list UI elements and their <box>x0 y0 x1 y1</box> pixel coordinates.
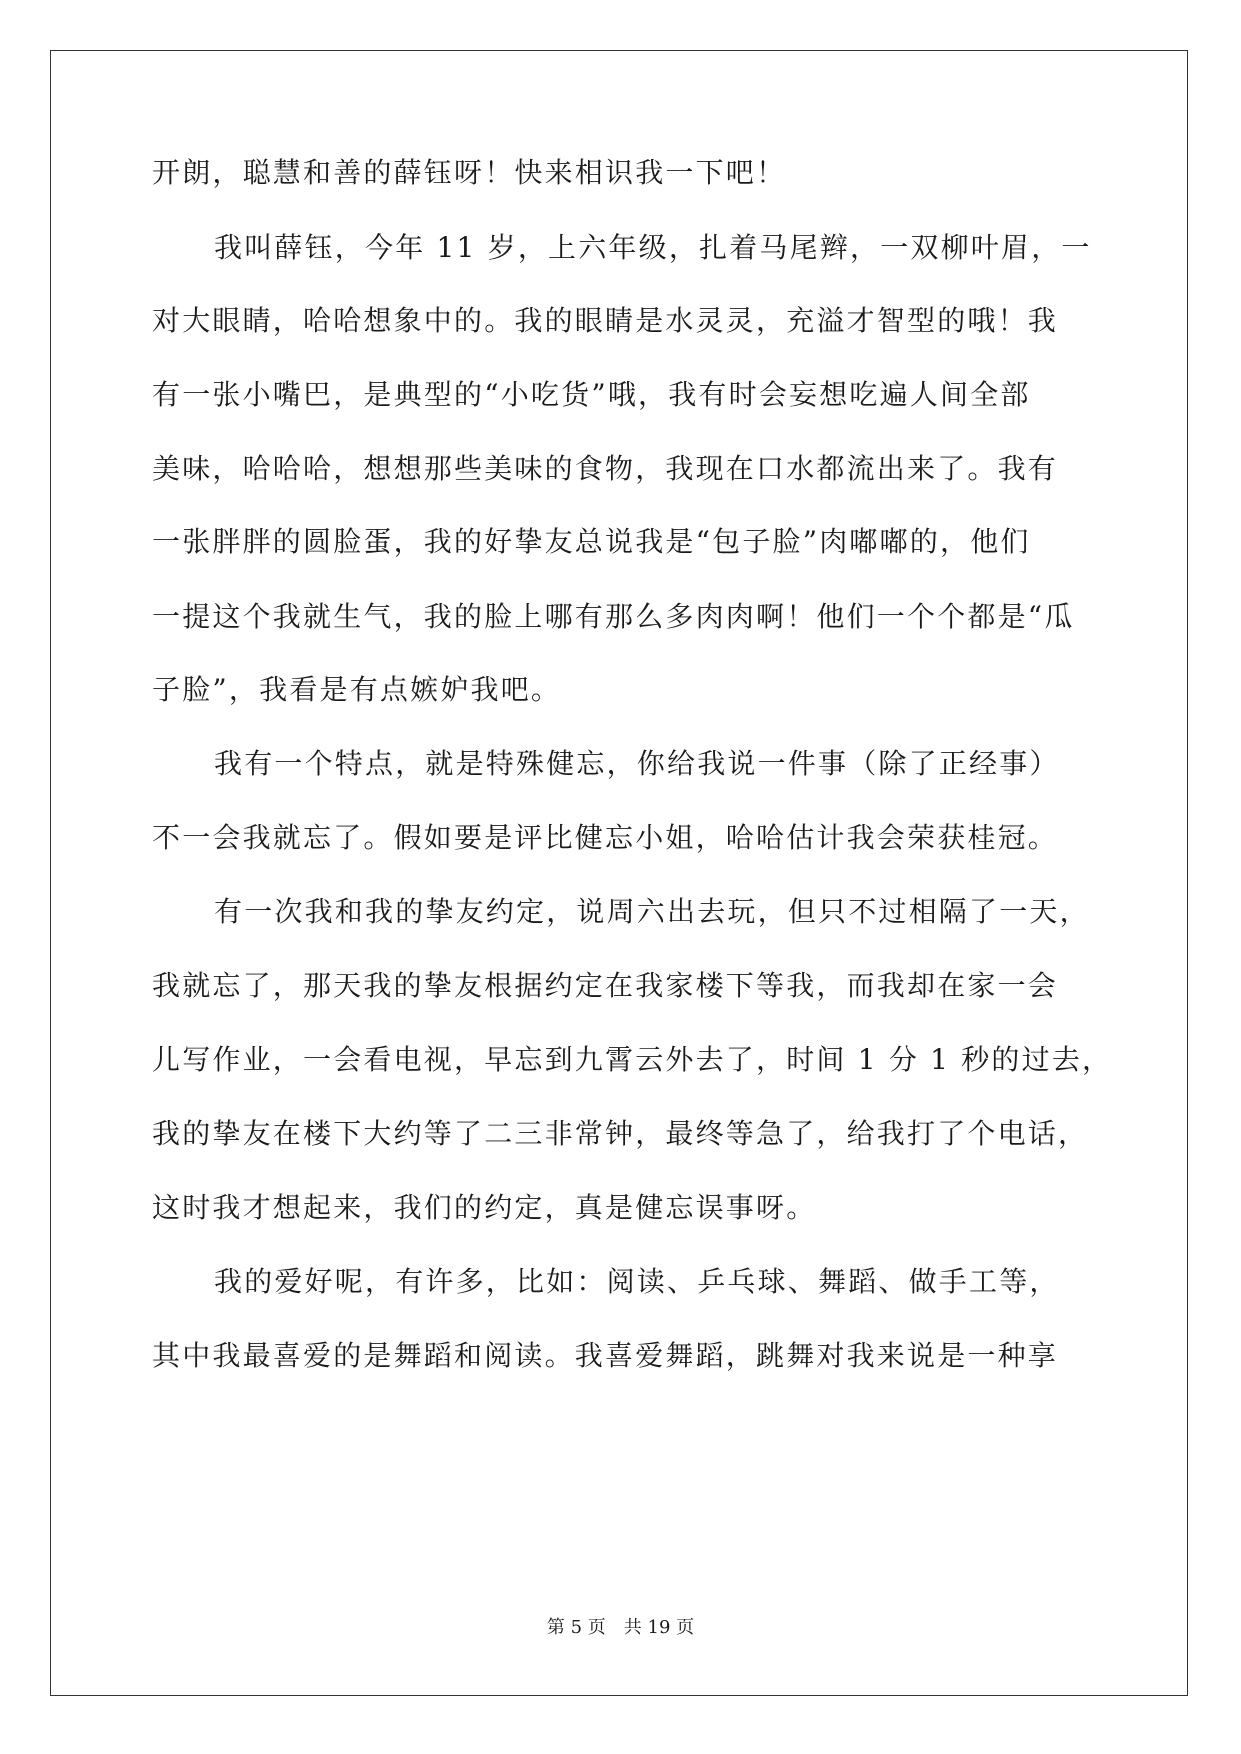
text-line-1: 开朗，聪慧和善的薛钰呀！快来相识我一下吧！ <box>152 156 787 189</box>
text-line-12: 我就忘了，那天我的挚友根据约定在我家楼下等我，而我却在家一会 <box>152 969 1059 1002</box>
text-line-9: 我有一个特点，就是特殊健忘，你给我说一件事（除了正经事） <box>214 747 1060 780</box>
text-line-13: 儿写作业，一会看电视，早忘到九霄云外去了，时间 1 分 1 秒的过去， <box>152 1043 1113 1076</box>
text-line-11: 有一次我和我的挚友约定，说周六出去玩，但只不过相隔了一天， <box>214 895 1090 928</box>
text-line-16: 我的爱好呢，有许多，比如：阅读、乒乓球、舞蹈、做手工等， <box>214 1265 1060 1298</box>
page-border <box>50 50 1188 1696</box>
text-line-2: 我叫薛钰，今年 11 岁，上六年级，扎着马尾辫，一双柳叶眉，一 <box>214 231 1092 264</box>
text-line-10: 不一会我就忘了。假如要是评比健忘小姐，哈哈估计我会荣获桂冠。 <box>152 821 1059 854</box>
page-footer <box>0 1616 1241 1640</box>
page-total: 共 19 页 <box>623 1617 695 1638</box>
text-line-5: 美味，哈哈哈，想想那些美味的食物，我现在口水都流出来了。我有 <box>152 452 1059 485</box>
text-line-8: 子脸”，我看是有点嫉妒我吧。 <box>152 673 562 706</box>
page-number: 第 5 页 <box>546 1617 606 1638</box>
text-line-14: 我的挚友在楼下大约等了二三非常钟，最终等急了，给我打了个电话， <box>152 1117 1089 1150</box>
text-line-4: 有一张小嘴巴，是典型的“小吃货”哦，我有时会妄想吃遍人间全部 <box>152 378 1031 411</box>
text-line-7: 一提这个我就生气，我的脸上哪有那么多肉肉啊！他们一个个都是“瓜 <box>152 600 1075 633</box>
text-line-6: 一张胖胖的圆脸蛋，我的好挚友总说我是“包子脸”肉嘟嘟的，他们 <box>152 525 1031 558</box>
text-line-3: 对大眼睛，哈哈想象中的。我的眼睛是水灵灵，充溢才智型的哦！我 <box>152 304 1059 337</box>
text-line-15: 这时我才想起来，我们的约定，真是健忘误事呀。 <box>152 1191 817 1224</box>
text-line-17: 其中我最喜爱的是舞蹈和阅读。我喜爱舞蹈，跳舞对我来说是一种享 <box>152 1339 1059 1372</box>
